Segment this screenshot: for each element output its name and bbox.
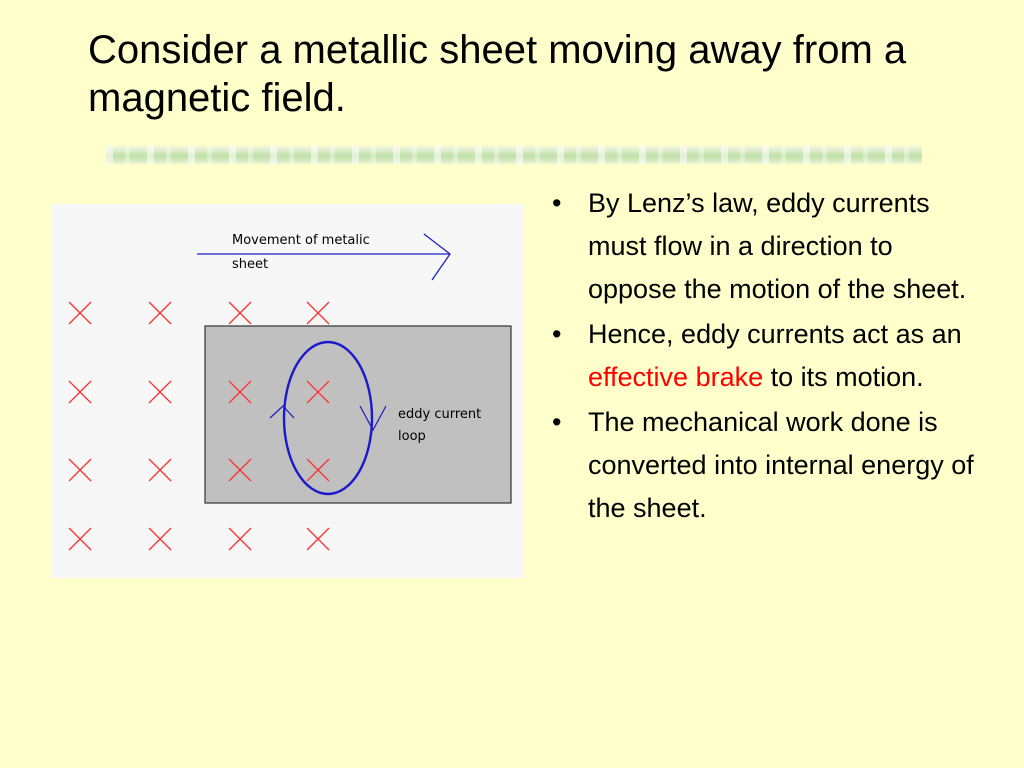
diagram-svg (52, 204, 524, 578)
field-x-mark (69, 381, 91, 403)
bullet-item (548, 401, 978, 530)
bullet-highlight: effective brake (588, 362, 764, 392)
field-x-mark (229, 302, 251, 324)
slide-title: Consider a metallic sheet moving away from a magnetic field. (88, 28, 907, 120)
field-x-mark (229, 528, 251, 550)
bullet-item (548, 313, 978, 399)
bullet-text: By Lenz’s law, eddy currents must flow in a direction to oppose the motion of the sheet. (588, 188, 967, 304)
eddy-current-diagram (52, 204, 524, 578)
arrow-label-line2: sheet (232, 257, 269, 272)
field-x-mark (149, 528, 171, 550)
field-x-mark (307, 528, 329, 550)
bullet-marker: • (552, 188, 562, 218)
bullet-marker: • (552, 319, 562, 349)
loop-label-line2: loop (398, 429, 426, 444)
arrow-label-line1: Movement of metalic (232, 233, 370, 248)
bullet-text: The mechanical work done is converted into internal energy of the sheet. (588, 407, 974, 523)
field-x-mark (69, 459, 91, 481)
bullet-marker: • (552, 407, 562, 437)
field-x-mark (149, 381, 171, 403)
field-x-mark (69, 302, 91, 324)
bullet-text-pre: Hence, eddy currents act as an (588, 319, 962, 349)
bullet-list (548, 182, 978, 532)
title-divider (106, 146, 922, 164)
bullet-item (548, 182, 978, 311)
field-x-mark (307, 302, 329, 324)
loop-label-line1: eddy current (398, 407, 482, 422)
field-x-mark (69, 528, 91, 550)
field-x-mark (149, 459, 171, 481)
bullet-text-post: to its motion. (763, 362, 924, 392)
field-x-mark (149, 302, 171, 324)
